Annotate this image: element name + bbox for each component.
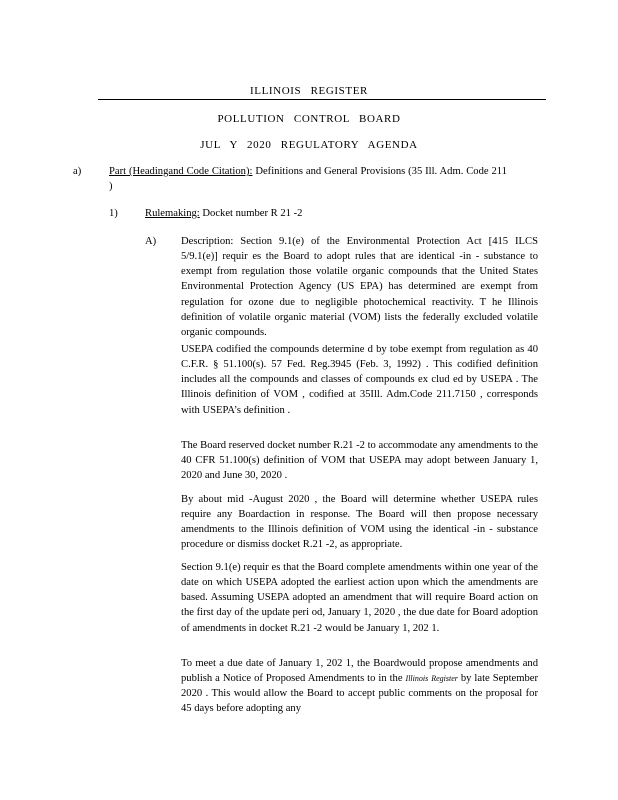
item-1-marker: 1) (109, 208, 118, 219)
paragraph-6-start: To meet a due date of January 1, 202 1, the Boardwould propose amendments and publish a Notice of Proposed Amendments to in the (181, 658, 538, 685)
description-paragraph-1: Description: Section 9.1(e) of the Environmental Protection Act [415 ILCS 5/9.1(e)] requir es the Board to adopt rules that are identical -in - substance to exempt from regulation those volatile organic compounds that the United States Environmental Protection Agency (US EPA) has determined are exempt from regulation for ozone due to negligible photochemical reactivity. T he Illinois definition of volatile organic material (VOM) lists the federally excluded volatile organic compounds. (181, 236, 538, 338)
item-a-heading-label: Part (Headingand Code Citation): (109, 166, 253, 177)
register-title: ILLINOIS REGISTER (250, 85, 368, 97)
item-a-heading-text: Definitions and General Provisions (35 Ill. Adm. Code 211 ) (109, 166, 507, 193)
description-paragraph-2: USEPA codified the compounds determine d by tobe exempt from regulation as 40 C.F.R. § 51.100(s). 57 Fed. Reg.3945 (Feb. 3, 1992) . This codified definition includes all the compounds and classes of compounds ex clud ed by USEPA . The Illinois definition of VOM , codified at 35Ill. Adm.Code 211.7150 , corresponds with USEPA’s definition . (181, 344, 538, 416)
item-a-heading (109, 164, 507, 194)
header-rule (98, 99, 546, 100)
agency-name: POLLUTION CONTROL BOARD (217, 113, 401, 125)
paragraph-6-end: by late September 2020 . This would allow the Board to accept public comments on the proposal for 45 days before adopting any (181, 673, 538, 715)
rulemaking-label: Rulemaking: (145, 208, 200, 219)
item-a-marker: a) (73, 166, 82, 177)
agenda-title: JUL Y 2020 REGULATORY AGENDA (200, 139, 418, 151)
description-paragraph-3: The Board reserved docket number R.21 -2 to accommodate any amendments to the 40 CFR 51.100(s) definition of VOM that USEPA may adopt between January 1, 2020 and June 30, 2020 . (181, 440, 538, 482)
item-A-marker: A) (145, 236, 157, 247)
description-paragraph-5: Section 9.1(e) requir es that the Board complete amendments within one year of the date on which USEPA adopted the earliest action upon which the amendments are based. Assuming USEPA adopted an amendment that will require Board action on the first day of the update peri od, January 1, 2020 , the due date for Board adoption of amendments in docket R.21 -2 would be January 1, 202 1. (181, 562, 538, 634)
description-paragraph-6 (181, 656, 538, 717)
illinois-italic: Illinois (405, 674, 429, 684)
register-italic: Register (431, 674, 458, 684)
item-1-heading (145, 206, 515, 221)
rulemaking-text: Docket number R 21 -2 (199, 208, 303, 219)
description-paragraph-4: By about mid -August 2020 , the Board will determine whether USEPA rules require any Boardaction in response. The Board will then propose necessary amendments to the Illinois definition of VOM using the identical -in - substance procedure or dismiss docket R.21 -2, as appropriate. (181, 494, 538, 551)
